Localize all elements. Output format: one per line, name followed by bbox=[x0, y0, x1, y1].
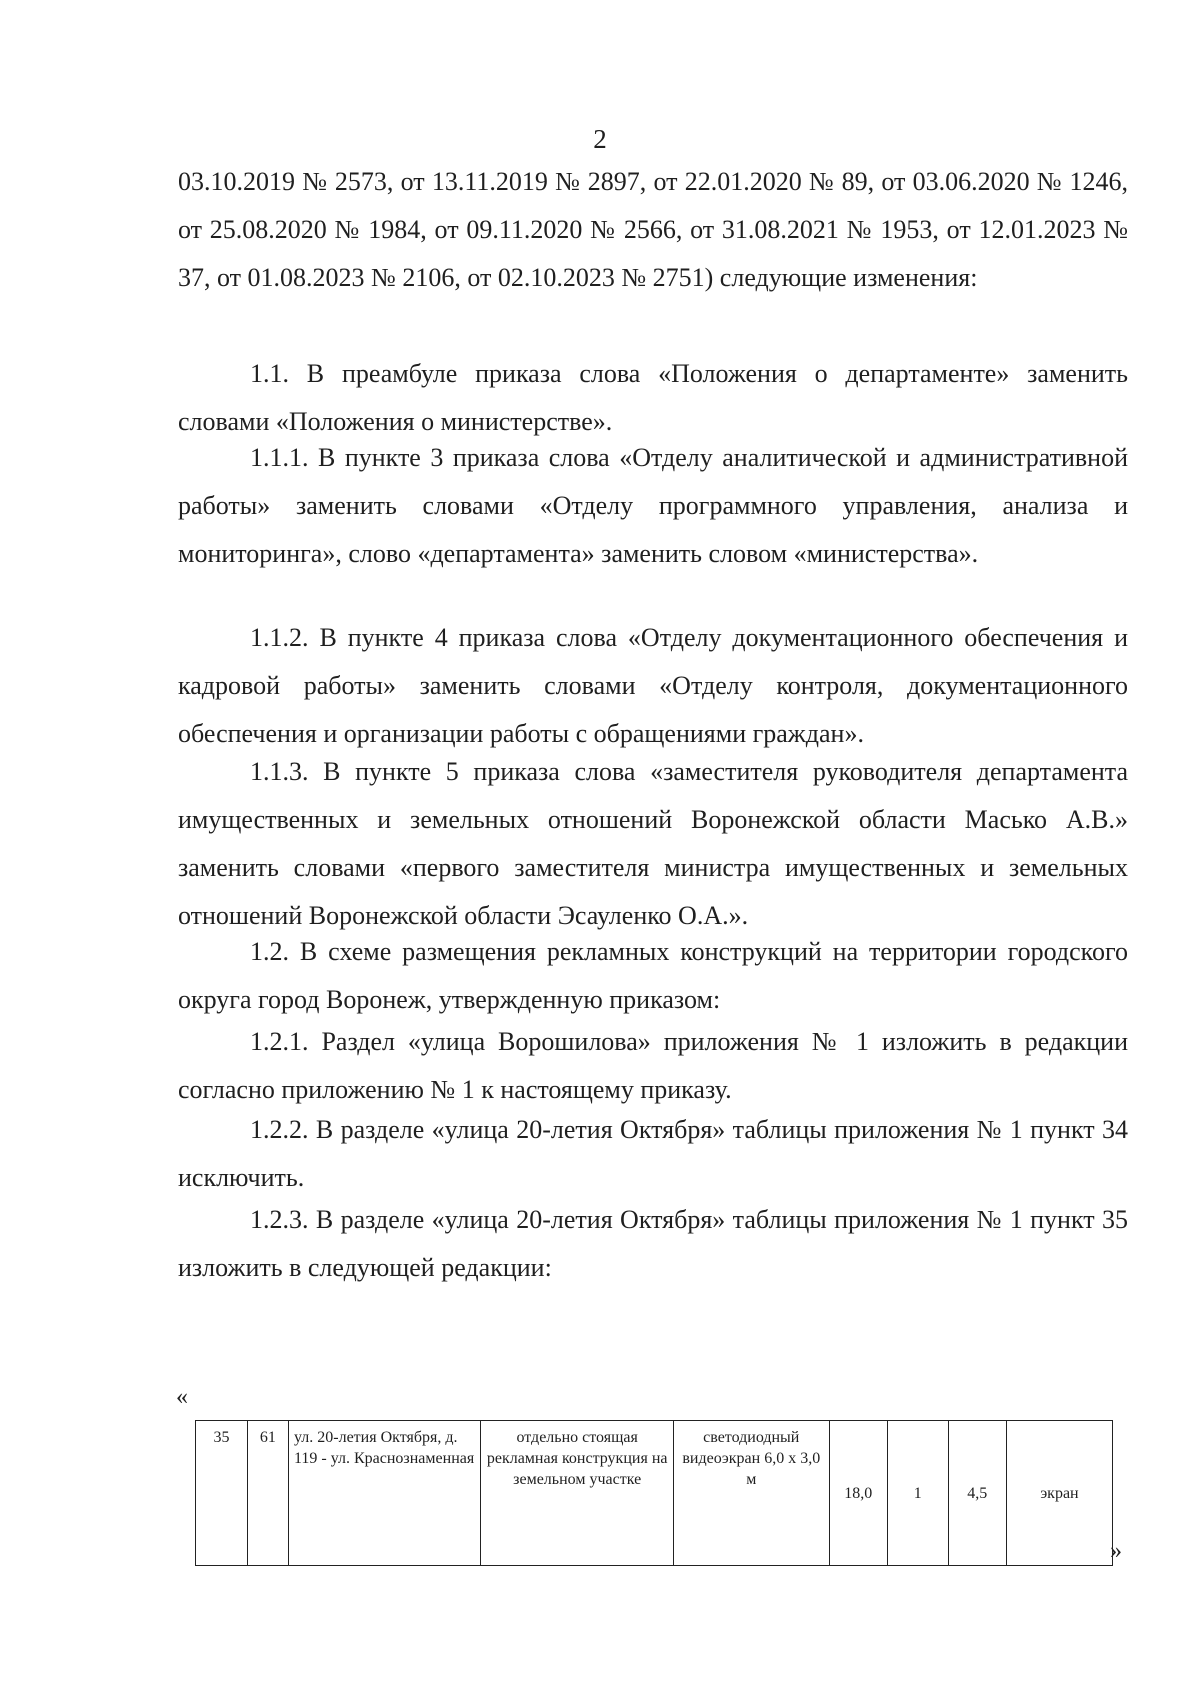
cell-address: ул. 20-летия Октября, д. 119 - ул. Краснознаменная bbox=[288, 1421, 480, 1566]
cell-code: 61 bbox=[247, 1421, 288, 1566]
cell-construction-kind: светодиодный видеоэкран 6,0 х 3,0 м bbox=[673, 1421, 829, 1566]
paragraph-1-1: 1.1. В преамбуле приказа слова «Положения о департаменте» заменить словами «Положения о министерстве». bbox=[178, 359, 1128, 436]
page-number: 2 bbox=[593, 124, 607, 154]
paragraph-1-1-3: 1.1.3. В пункте 5 приказа слова «заместителя руководителя департамента имущественных и земельных отношений Воронежской области Масько А.В.» заменить словами «первого заместителя министра имущественных и земельных отношений Воронежской области Эсауленко О.А.». bbox=[178, 757, 1128, 930]
paragraph-1-2-3: 1.2.3. В разделе «улица 20-летия Октября» таблицы приложения № 1 пункт 35 изложить в следующей редакции: bbox=[178, 1205, 1128, 1282]
paragraph-1-2-2: 1.2.2. В разделе «улица 20-летия Октября» таблицы приложения № 1 пункт 34 исключить. bbox=[178, 1115, 1128, 1192]
cell-surface: экран bbox=[1006, 1421, 1112, 1566]
paragraph-intro: 03.10.2019 № 2573, от 13.11.2019 № 2897, от 22.01.2020 № 89, от 03.06.2020 № 1246, от 25.08.2020 № 1984, от 09.11.2020 № 2566, от 31.08.2021 № 1953, от 12.01.2023 № 37, от 01.08.2023 № 2106, от 02.10.2023 № 2751) следующие изменения: bbox=[178, 167, 1128, 292]
cell-number: 35 bbox=[196, 1421, 248, 1566]
quote-close-mark: » bbox=[1110, 1538, 1122, 1564]
amendment-table bbox=[195, 1420, 1113, 1566]
cell-sides: 1 bbox=[888, 1421, 949, 1566]
cell-area: 18,0 bbox=[829, 1421, 887, 1566]
cell-value: 4,5 bbox=[948, 1421, 1006, 1566]
quote-open-mark: « bbox=[176, 1384, 188, 1410]
table-row bbox=[196, 1421, 1113, 1566]
paragraph-1-2: 1.2. В схеме размещения рекламных конструкций на территории городского округа город Воронеж, утвержденную приказом: bbox=[178, 937, 1128, 1014]
paragraph-1-1-2: 1.1.2. В пункте 4 приказа слова «Отделу документационного обеспечения и кадровой работы» заменить словами «Отделу контроля, документационного обеспечения и организации работы с обращениями граждан». bbox=[178, 623, 1128, 748]
cell-construction-type: отдельно стоящая рекламная конструкция на земельном участке bbox=[481, 1421, 673, 1566]
paragraph-1-1-1: 1.1.1. В пункте 3 приказа слова «Отделу аналитической и административной работы» заменить словами «Отделу программного управления, анализа и мониторинга», слово «департамента» заменить словом «министерства». bbox=[178, 443, 1128, 568]
paragraph-1-2-1: 1.2.1. Раздел «улица Ворошилова» приложения № 1 изложить в редакции согласно приложению № 1 к настоящему приказу. bbox=[178, 1027, 1128, 1104]
